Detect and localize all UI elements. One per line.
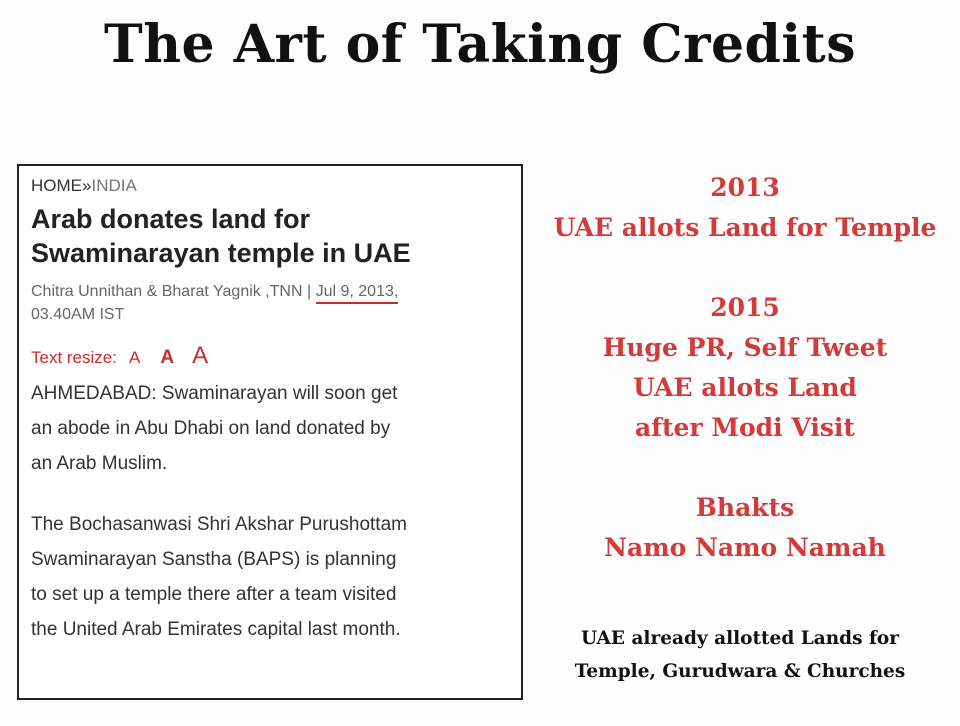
page-title: The Art of Taking Credits: [104, 14, 856, 75]
breadcrumb-separator: »: [82, 176, 92, 195]
breadcrumb: [31, 176, 509, 196]
timeline-text-2015: Huge PR, Self Tweet: [602, 333, 888, 362]
footer-note-line: Temple, Gurudwara & Churches: [574, 661, 906, 682]
news-article-screenshot: [17, 164, 523, 700]
paragraph-line: Swaminarayan Sanstha (BAPS) is planning: [31, 549, 397, 570]
article-byline: [31, 280, 509, 326]
paragraph-line: the United Arab Emirates capital last month.: [31, 619, 401, 640]
timeline-bhakts: Bhakts: [695, 493, 795, 522]
text-resize-medium-button[interactable]: A: [160, 347, 175, 368]
paragraph-line: The Bochasanwasi Shri Akshar Purushottam: [31, 514, 407, 535]
headline-line: Arab donates land for: [31, 204, 311, 234]
timeline-text-2015: UAE allots Land: [633, 373, 857, 402]
breadcrumb-section[interactable]: INDIA: [91, 176, 137, 195]
byline-date: Jul 9, 2013,: [316, 283, 399, 304]
byline-authors: Chitra Unnithan & Bharat Yagnik ,TNN |: [31, 283, 316, 300]
text-resize-large-button[interactable]: A: [192, 342, 209, 369]
timeline-namo: Namo Namo Namah: [604, 533, 886, 562]
paragraph-line: to set up a temple there after a team visited: [31, 584, 397, 605]
breadcrumb-home[interactable]: HOME: [31, 176, 82, 195]
byline-time: 03.40AM IST: [31, 306, 125, 323]
headline-line: Swaminarayan temple in UAE: [31, 238, 411, 268]
timeline-year-2013: 2013: [710, 173, 780, 202]
timeline-year-2015: 2015: [710, 293, 780, 322]
timeline-commentary: [530, 168, 960, 568]
paragraph-line: an Arab Muslim.: [31, 453, 168, 474]
text-resize-label: Text resize:: [31, 348, 117, 367]
paragraph-line: AHMEDABAD: Swaminarayan will soon get: [31, 383, 398, 404]
timeline-text-2015: after Modi Visit: [635, 413, 855, 442]
text-resize-control: [31, 342, 509, 370]
paragraph-line: an abode in Abu Dhabi on land donated by: [31, 418, 391, 439]
article-paragraph-1: [31, 376, 509, 481]
timeline-text-2013: UAE allots Land for Temple: [553, 213, 937, 242]
footer-note-line: UAE already allotted Lands for: [580, 628, 899, 649]
article-paragraph-2: [31, 507, 509, 647]
article-headline: [31, 202, 509, 270]
footer-note: [530, 622, 950, 688]
text-resize-small-button[interactable]: A: [128, 348, 141, 367]
